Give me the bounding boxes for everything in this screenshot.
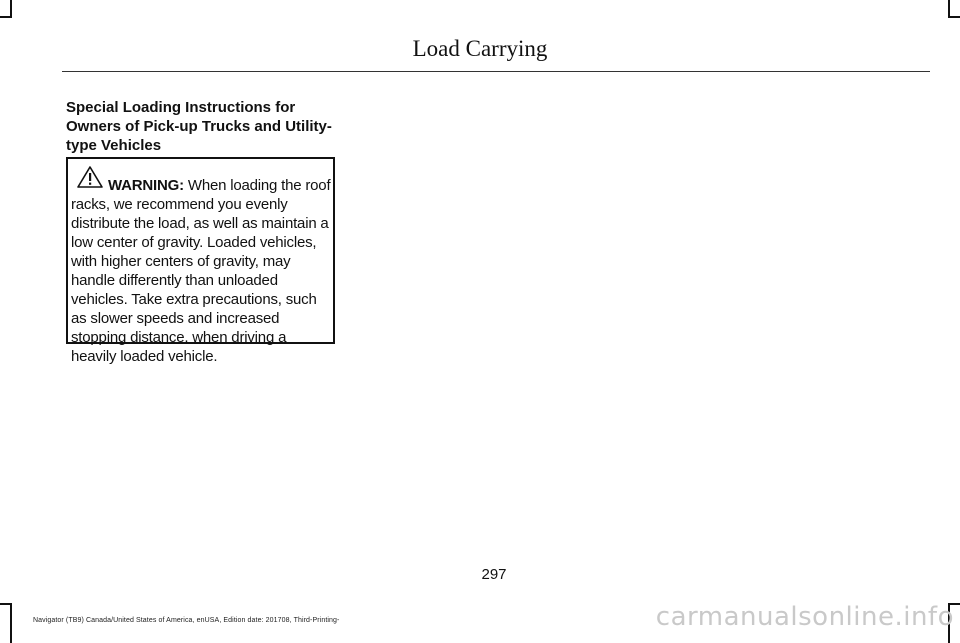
- crop-mark-bottom-left: [10, 603, 12, 643]
- warning-label: WARNING:: [108, 177, 184, 194]
- edition-footer: Navigator (TB9) Canada/United States of America, enUSA, Edition date: 201708, Third-Printing-: [33, 617, 340, 624]
- crop-mark-bottom-left: [0, 603, 12, 605]
- warning-box: [66, 157, 335, 365]
- page-number: 297: [481, 566, 507, 583]
- crop-mark-top-right: [948, 16, 960, 18]
- section-heading: Special Loading Instructions for Owners of Pick-up Trucks and Utility-type Vehicles: [66, 99, 332, 154]
- watermark: carmanualsonline.info: [655, 602, 954, 632]
- warning-body: When loading the roof racks, we recommend you evenly distribute the load, as well as maintain a low center of gravity. Loaded vehicles, with higher centers of gravity, may handle differently than unloaded vehicles. Take extra precautions, such as slower speeds and increased stopping distance, when driving a heavily loaded vehicle.: [71, 177, 331, 365]
- warning-text: [71, 176, 335, 366]
- crop-mark-top-left: [0, 16, 12, 18]
- page-title: Load Carrying: [412, 36, 548, 61]
- header-rule: [62, 71, 930, 72]
